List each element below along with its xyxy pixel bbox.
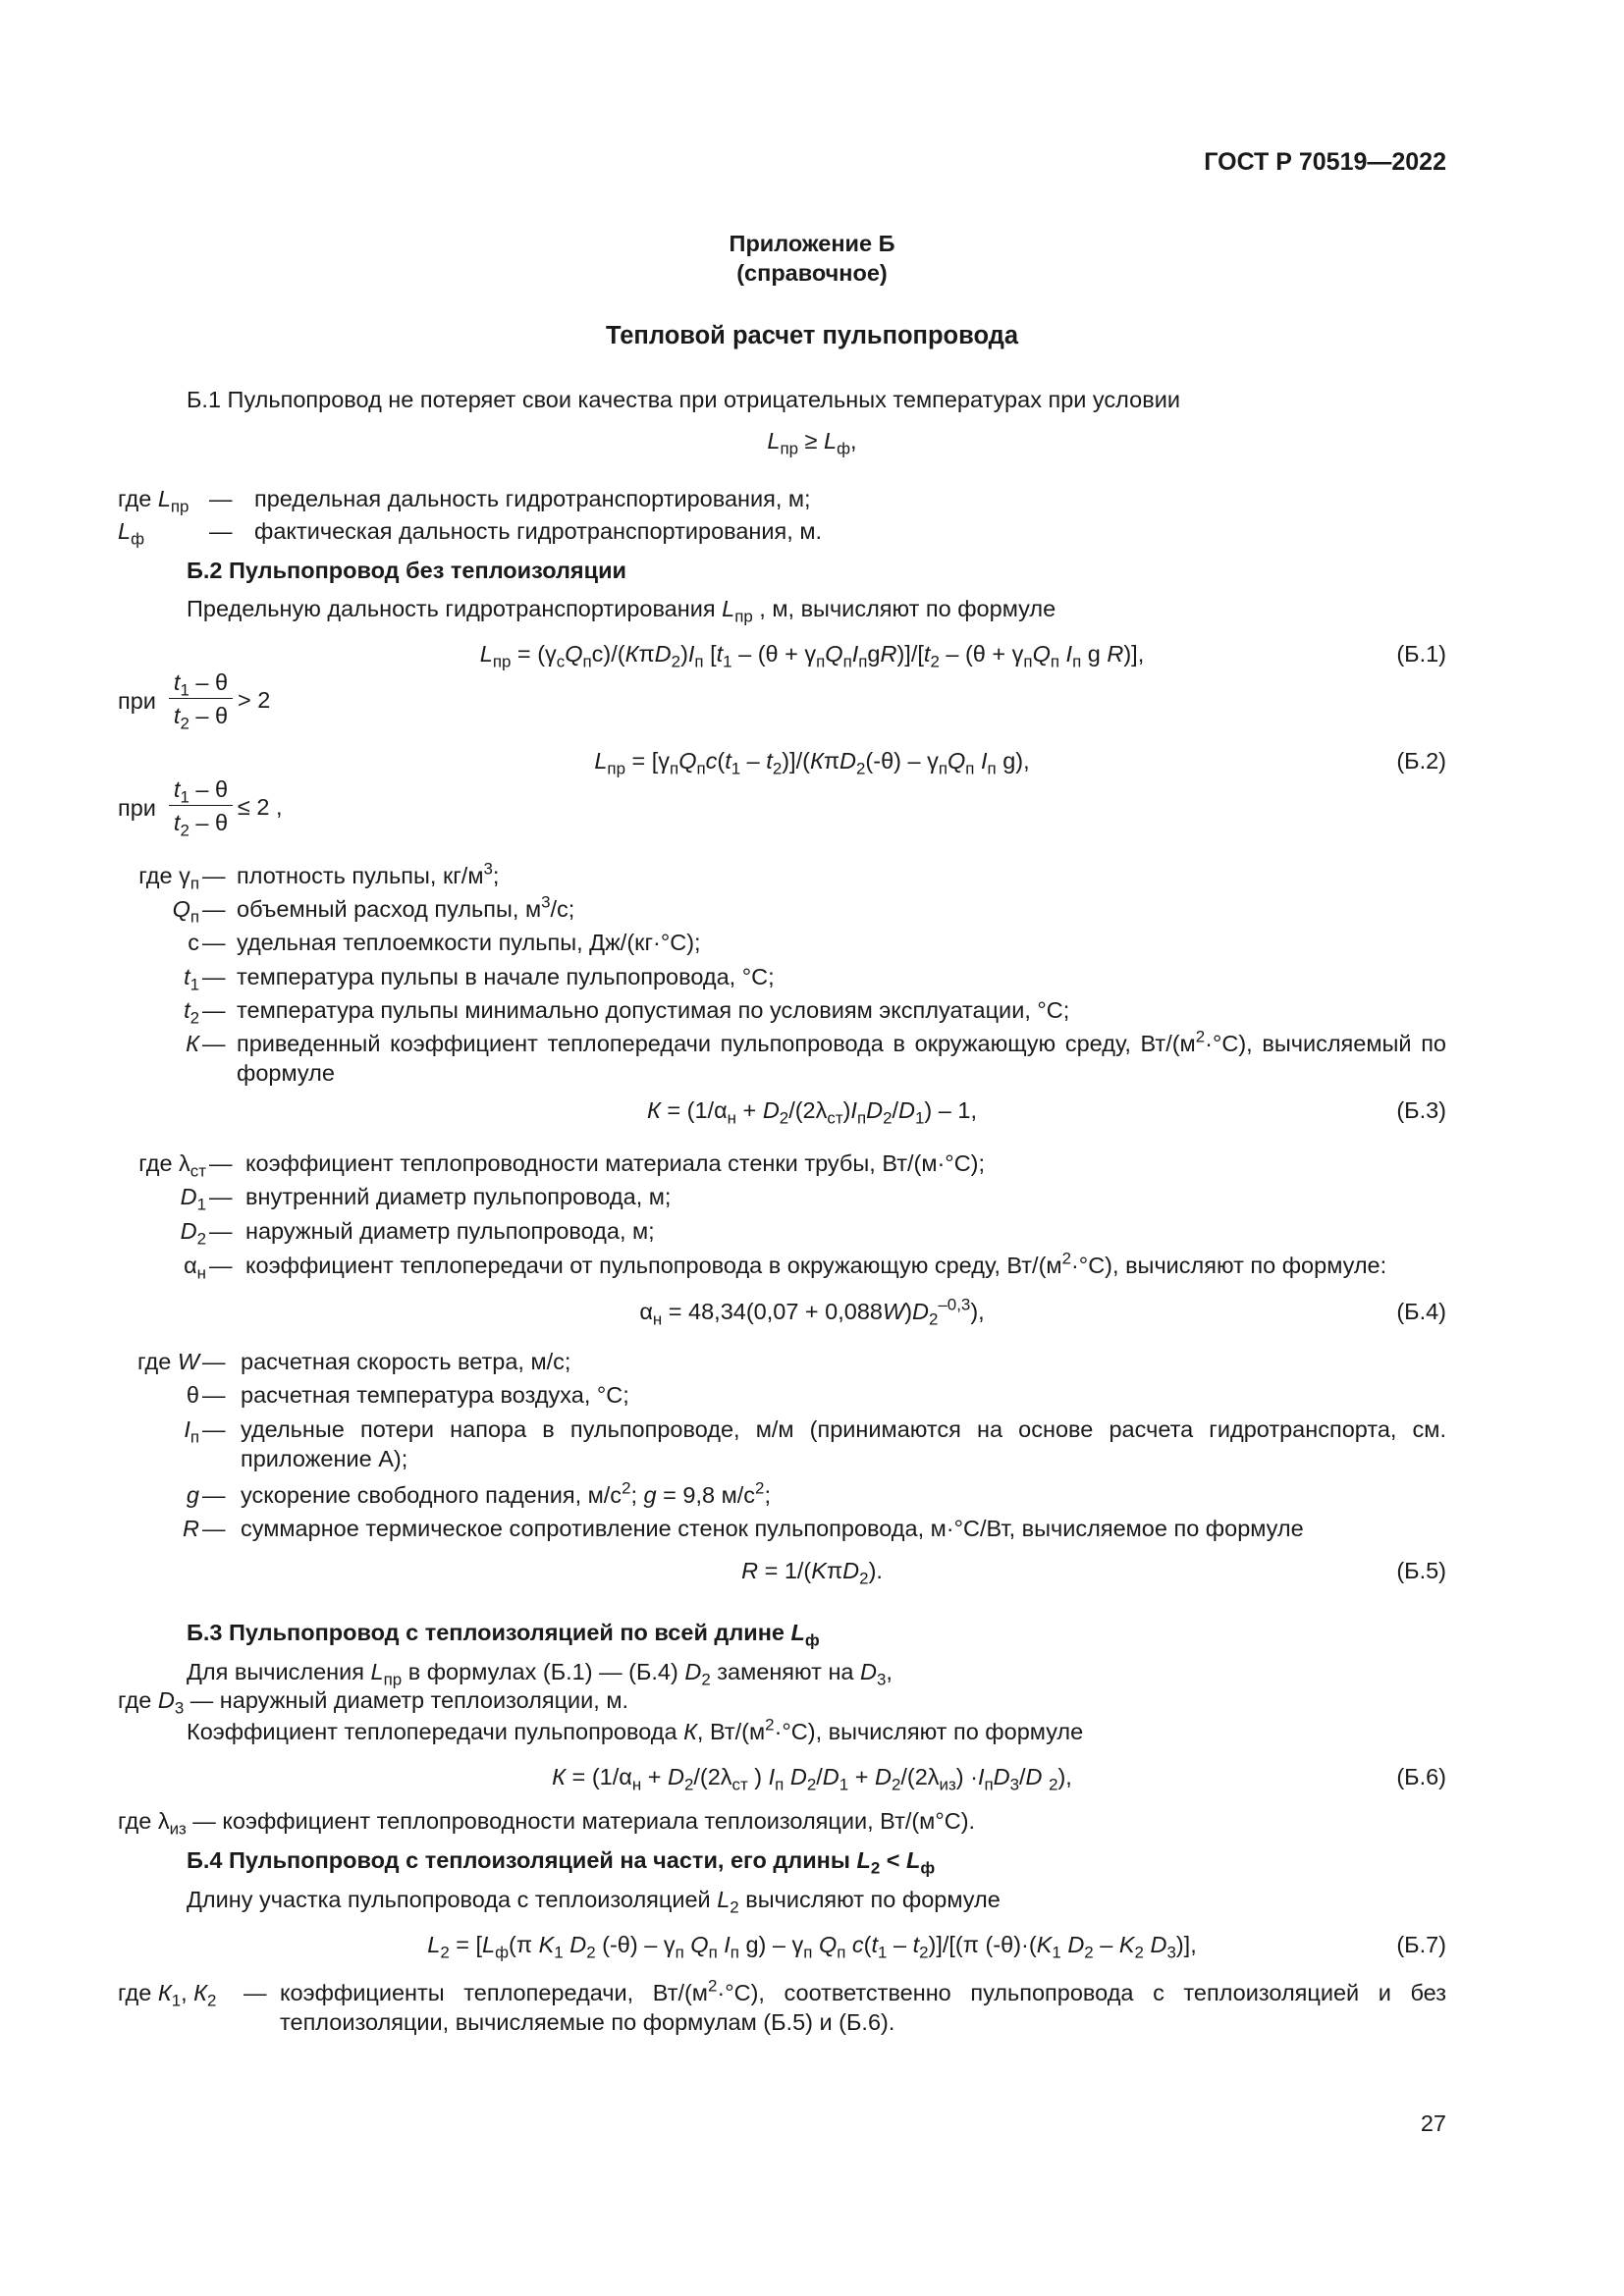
formula-b3-number: (Б.3) — [1396, 1097, 1446, 1123]
where-text-lpr: предельная дальность гидротранспортирования, м; — [254, 486, 811, 511]
def-text: коэффициент теплопередачи от пульпопровода в окружающую среду, $Вт/(м^2\cdot^\circ С)$, вычисляют по формуле: — [245, 1249, 1387, 1278]
section-b4-heading: Б.4 Пульпопровод с теплоизоляцией на части, его длины $L_2 < L_ф$ — [187, 1847, 936, 1878]
def-text: расчетная температура воздуха, °С; — [241, 1382, 629, 1408]
section-b3-line2: где $D_3$ — наружный диаметр теплоизоляции, м. — [118, 1687, 629, 1718]
def-text: объемный расход пульпы, $м^3/с$; — [237, 892, 575, 922]
formula-b2: $L_{пр} = [\gamma_пQ_пс(t_1 - t_2)]/(К\pi D_2(-\theta) - \gamma_пQ_п$ $I_п$ g), — [594, 748, 1030, 778]
formula-b6-number: (Б.6) — [1396, 1764, 1446, 1789]
where-text-lf: фактическая дальность гидротранспортирования, м. — [254, 518, 822, 544]
fraction-denominator: $t_2$ – θ — [173, 810, 229, 840]
def-text: суммарное термическое сопротивление стенок пульпопровода, м·°С/Вт, вычисляемое по формуле — [241, 1516, 1304, 1541]
section-b2-intro: Предельную дальность гидротранспортирования $L_{пр}$ , м, вычисляют по формуле — [187, 596, 1056, 626]
condition-1-relation: > 2 — [238, 687, 271, 713]
page-number: 27 — [1420, 2110, 1446, 2136]
condition-formula: $L_{пр} \ge L_ф$, — [767, 428, 857, 458]
dash: — — [209, 1253, 233, 1278]
fraction-numerator: $t_1$ – θ — [173, 776, 229, 807]
section-b2-heading: Б.2 Пульпопровод без теплоизоляции — [187, 558, 626, 583]
where-text-k1-k2: коэффициенты теплопередачи, $Вт/(м^2\cdot^\circ С)$, соответственно пульпопровода с теплоизоляцией и без теплоизоляции, вычисляемые по формулам (Б.5) и (Б.6). — [280, 1976, 1446, 2035]
where-symbol-k1-k2: где $К_1$, $К_2$ — [118, 1980, 217, 2010]
formula-b5: R = 1/(KπD$_2$). — [741, 1558, 883, 1588]
def-symbol: $Q_п$ — [172, 896, 199, 927]
dash: — — [202, 1482, 226, 1508]
formula-b4: $\alpha_н = 48,34(0,07 + 0,088W)D_2^{-0,3}$), — [639, 1295, 985, 1329]
condition-2-relation: ≤ 2 , — [238, 794, 283, 820]
def-symbol: $I_п$ — [184, 1416, 199, 1447]
formula-b6: $К = (1/\alpha_н + D_2/(2\lambda_{ст}$ ) $I_п$ $D_2/D_1 + D_2/(2\lambda_{из}) \cdot I_пD_3/D$ $_2$), — [552, 1764, 1072, 1794]
appendix-title: Приложение Б — [729, 231, 895, 256]
where-symbol-lf: $L_ф$ — [118, 518, 144, 549]
def-text: температура пульпы в начале пульпопровода, °С; — [237, 964, 775, 989]
dash: — — [209, 1184, 233, 1209]
condition-2-label: при — [118, 795, 156, 821]
def-text: коэффициент теплопроводности материала стенки трубы, Вт/(м·°С); — [245, 1150, 986, 1176]
def-symbol: где $\lambda_{ст}$ — [138, 1150, 206, 1181]
def-symbol: $\alpha_н$ — [184, 1253, 206, 1283]
dash: — — [209, 518, 233, 544]
def-symbol: с — [188, 930, 199, 955]
condition-1-fraction — [169, 667, 233, 733]
def-text: ускорение свободного падения, $м/с^2$; g = 9,8 $м/с^2$; — [241, 1478, 771, 1508]
def-text: приведенный коэффициент теплопередачи пульпопровода в окружающую среду, $Вт/(м^2\cdot^\circ С)$, вычисляемый по формуле — [237, 1027, 1446, 1086]
dash: — — [244, 1980, 267, 2005]
def-symbol: К — [186, 1031, 199, 1056]
formula-b2-number: (Б.2) — [1396, 748, 1446, 774]
appendix-type: (справочное) — [736, 260, 888, 286]
dash: — — [209, 1218, 233, 1244]
section-b3-line1: Для вычисления $L_{пр}$ в формулах (Б.1) — (Б.4) $D_2$ заменяют на $D_3$, — [187, 1659, 893, 1689]
def-symbol: $t_2$ — [184, 997, 199, 1028]
def-text: внутренний диаметр пульпопровода, м; — [245, 1184, 672, 1209]
section-b3-line3: Коэффициент теплопередачи пульпопровода К, $Вт/(м^2\cdot^\circ С)$, вычисляют по формуле — [187, 1715, 1084, 1744]
formula-b1-number: (Б.1) — [1396, 641, 1446, 667]
def-symbol: R — [183, 1516, 199, 1541]
section-b3-heading: Б.3 Пульпопровод с теплоизоляцией по всей длине $L_ф$ — [187, 1620, 820, 1650]
formula-b3: $К = (1/\alpha_н + D_2/(2\lambda_{ст})I_пD_2/D_1) - 1$, — [647, 1097, 977, 1128]
section-b3-where: где $\lambda_{из}$ — коэффициент теплопроводности материала теплоизоляции, Вт/(м°С). — [118, 1808, 976, 1839]
dash: — — [209, 486, 233, 511]
formula-b7-number: (Б.7) — [1396, 1932, 1446, 1957]
fraction-bar — [169, 698, 233, 699]
dash: — — [202, 1516, 226, 1541]
dash: — — [202, 930, 226, 955]
def-symbol: θ — [186, 1382, 199, 1408]
def-text: наружный диаметр пульпопровода, м; — [245, 1218, 655, 1244]
def-text: температура пульпы минимально допустимая по условиям эксплуатации, °С; — [237, 997, 1070, 1023]
def-symbol: $D_2$ — [180, 1218, 206, 1249]
formula-b1: $L_{пр} = (\gamma_сQ_пс)/(К\pi D_2)I_п$ $[t_1 - (\theta + \gamma_пQ_пI_пgR)]/[t_2 - (\theta + \gamma_пQ_п$ $I_п$ g R)], — [479, 641, 1145, 671]
section-b1-paragraph: Б.1 Пульпопровод не потеряет свои качества при отрицательных температурах при условии — [187, 387, 1180, 412]
dash: — — [202, 1382, 226, 1408]
dash: — — [202, 1349, 226, 1374]
def-symbol: $t_1$ — [184, 964, 199, 994]
dash: — — [209, 1150, 233, 1176]
document-code: ГОСТ Р 70519—2022 — [1204, 148, 1446, 176]
def-symbol: где $\gamma_п$ — [138, 863, 199, 893]
def-symbol: $D_1$ — [180, 1184, 206, 1214]
condition-1-label: при — [118, 688, 156, 714]
dash: — — [202, 964, 226, 989]
dash: — — [202, 997, 226, 1023]
fraction-numerator: $t_1$ – θ — [173, 669, 229, 700]
appendix-heading: Тепловой расчет пульпопровода — [605, 322, 1019, 349]
def-text: удельные потери напора в пульпопроводе, м/м (принимаются на основе расчета гидротранспорта, см. приложение А); — [241, 1416, 1446, 1471]
dash: — — [202, 863, 226, 888]
dash: — — [202, 896, 226, 922]
where-symbol-lpr: где $L_{пр}$ — [118, 486, 189, 516]
fraction-denominator: $t_2$ – θ — [173, 703, 229, 733]
def-text: расчетная скорость ветра, м/с; — [241, 1349, 571, 1374]
def-symbol: g — [186, 1482, 199, 1508]
formula-b7: $L_2 = [L_ф(\pi$ $K_1$ $D_2$ $(-\theta) - \gamma_п$ $Q_п$ $I_п$ $g) - \gamma_п$ $Q_п$ $c(t_1 - t_2)]/[(\pi$ $(-\theta)\cdot(K_1$ $D_2 - K_2$ $D_3$)], — [427, 1932, 1197, 1962]
formula-b4-number: (Б.4) — [1396, 1299, 1446, 1324]
def-text: удельная теплоемкости пульпы, Дж/(кг·°С); — [237, 930, 701, 955]
dash: — — [202, 1031, 226, 1056]
dash: — — [202, 1416, 226, 1442]
formula-b5-number: (Б.5) — [1396, 1558, 1446, 1583]
fraction-bar — [169, 805, 233, 806]
condition-2-fraction — [169, 774, 233, 840]
section-b4-intro: Длину участка пульпопровода с теплоизоляцией $L_2$ вычисляют по формуле — [187, 1887, 1001, 1917]
def-symbol: где W — [136, 1349, 199, 1374]
def-text: плотность пульпы, $кг/м^3$; — [237, 859, 500, 888]
